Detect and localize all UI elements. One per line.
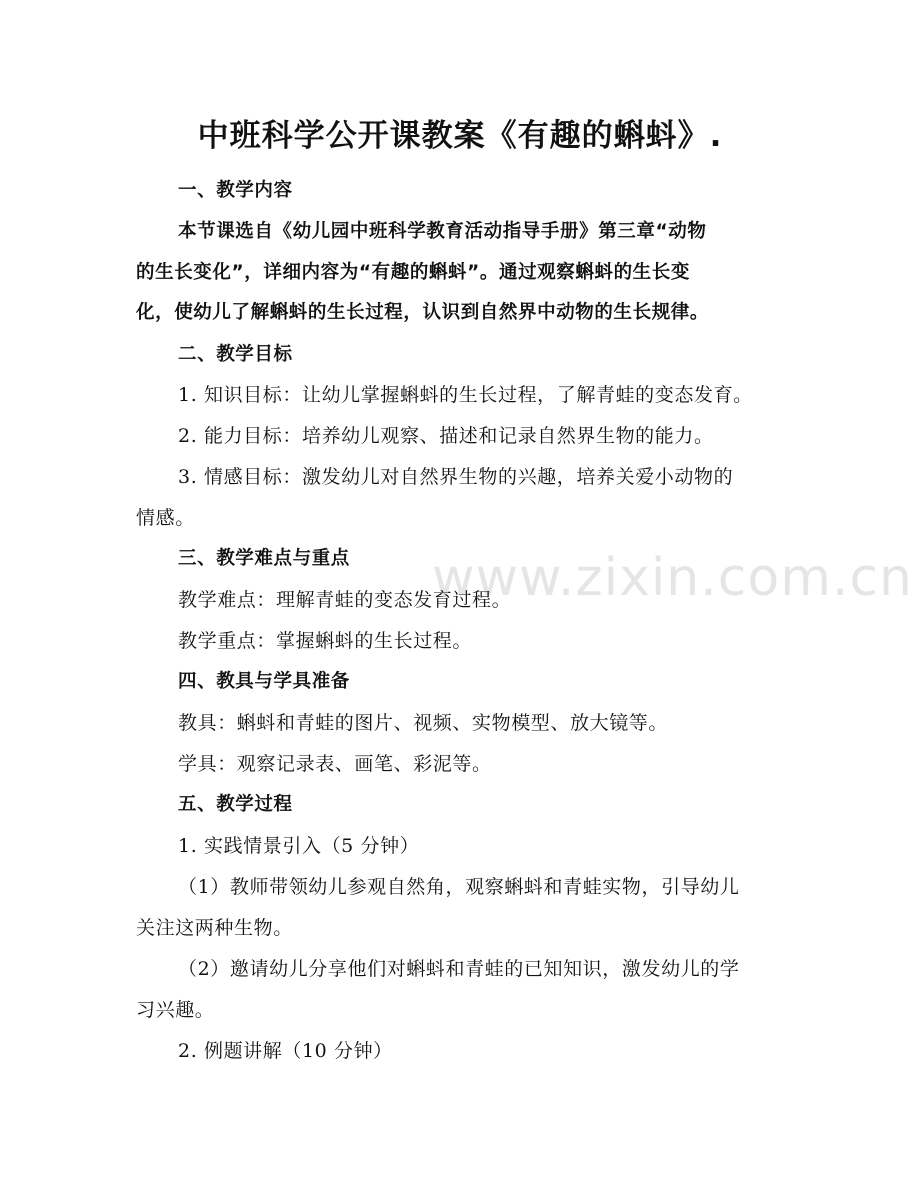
watermark: www.zixin.com.cn [432, 548, 913, 608]
learning-aids: 学具：观察记录表、画笔、彩泥等。 [178, 753, 492, 775]
page-title: 中班科学公开课教案《有趣的蝌蚪》. [197, 118, 723, 154]
section-heading-difficulties: 三、教学难点与重点 [178, 548, 350, 569]
teaching-aids: 教具：蝌蚪和青蛙的图片、视频、实物模型、放大镜等。 [178, 712, 669, 734]
process-step-2: 2. 例题讲解（10 分钟） [178, 1040, 393, 1062]
section-heading-process: 五、教学过程 [178, 794, 293, 815]
teaching-key-point: 教学重点：掌握蝌蚪的生长过程。 [178, 630, 473, 652]
content-paragraph-line: 本节课选自《幼儿园中班科学教育活动指导手册》第三章“动物 [178, 221, 707, 242]
section-heading-materials: 四、教具与学具准备 [178, 671, 350, 692]
process-item-2: （2）邀请幼儿分享他们对蝌蚪和青蛙的已知知识，激发幼儿的学 [178, 958, 740, 980]
content-paragraph-line: 的生长变化”，详细内容为“有趣的蝌蚪”。通过观察蝌蚪的生长变 [136, 262, 690, 283]
process-item-1: （1）教师带领幼儿参观自然角，观察蝌蚪和青蛙实物，引导幼儿 [178, 876, 740, 898]
content-paragraph-line: 化，使幼儿了解蝌蚪的生长过程，认识到自然界中动物的生长规律。 [136, 302, 710, 323]
process-item-1-cont: 关注这两种生物。 [136, 917, 293, 939]
process-item-2-cont: 习兴趣。 [136, 999, 215, 1021]
objective-knowledge: 1. 知识目标：让幼儿掌握蝌蚪的生长过程，了解青蛙的变态发育。 [178, 384, 753, 406]
objective-emotion-cont: 情感。 [136, 507, 195, 529]
teaching-difficulty: 教学难点：理解青蛙的变态发育过程。 [178, 589, 512, 611]
section-heading-objectives: 二、教学目标 [178, 344, 293, 365]
objective-emotion: 3. 情感目标：激发幼儿对自然界生物的兴趣，培养关爱小动物的 [178, 466, 734, 488]
section-heading-content: 一、教学内容 [178, 180, 293, 201]
objective-ability: 2. 能力目标：培养幼儿观察、描述和记录自然界生物的能力。 [178, 425, 714, 447]
process-step-1: 1. 实践情景引入（5 分钟） [178, 835, 420, 857]
